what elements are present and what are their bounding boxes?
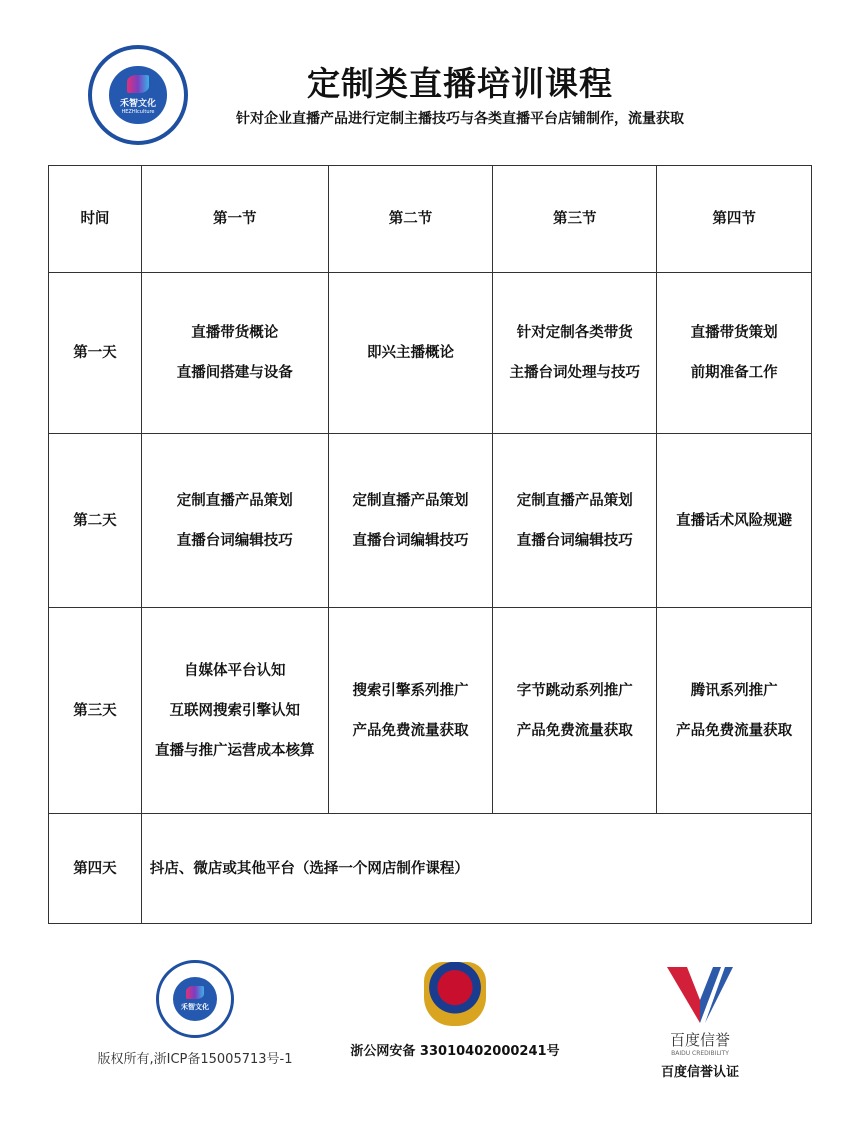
course-line: 定制直播产品策划 <box>176 492 293 509</box>
course-line: 直播带货策划 <box>690 325 778 341</box>
course-line: 腾讯系列推广 <box>690 682 778 699</box>
course-line: 自媒体平台认知 <box>184 662 286 679</box>
course-cell <box>493 434 657 608</box>
page-subtitle: 针对企业直播产品进行定制主播技巧与各类直播平台店铺制作，流量获取 <box>236 111 684 127</box>
logo-text: 禾智文化 <box>119 98 156 109</box>
course-cell <box>657 608 812 814</box>
course-cell <box>141 608 328 814</box>
course-line: 产品免费流量获取 <box>516 722 633 739</box>
course-cell <box>328 608 493 814</box>
course-cell <box>493 608 657 814</box>
course-line: 针对定制各类带货 <box>516 325 633 341</box>
course-line: 搜索引擎系列推广 <box>352 682 469 699</box>
footer-icp <box>95 960 295 1067</box>
footer-baidu <box>640 965 760 1080</box>
police-text[interactable]: 浙公网安备 33010402000241号 <box>350 1044 560 1059</box>
footer-police <box>345 962 565 1059</box>
course-cell <box>328 434 493 608</box>
course-line: 直播带货概论 <box>191 325 279 341</box>
page-title: 定制类直播培训课程 <box>307 64 613 103</box>
course-cell <box>141 434 328 608</box>
table-row <box>49 434 812 608</box>
course-line: 产品免费流量获取 <box>676 722 793 739</box>
table-row <box>49 273 812 434</box>
header-cell: 第二节 <box>328 166 493 273</box>
company-logo-small <box>156 960 234 1038</box>
course-line: 直播与推广运营成本核算 <box>155 742 315 759</box>
baidu-logo-en: BAIDU CREDIBILITY <box>671 1050 729 1057</box>
schedule-table <box>48 165 812 924</box>
course-cell-wide: 抖店、微店或其他平台（选择一个网店制作课程） <box>141 814 811 924</box>
course-line: 直播话术风险规避 <box>676 512 793 529</box>
course-line: 直播台词编辑技巧 <box>176 532 293 549</box>
day-cell: 第三天 <box>49 608 142 814</box>
course-line: 定制直播产品策划 <box>516 492 633 509</box>
table-row <box>49 608 812 814</box>
table-row <box>49 814 812 924</box>
course-cell <box>141 273 328 434</box>
course-cell <box>657 434 812 608</box>
course-cell <box>493 273 657 434</box>
baidu-caption[interactable]: 百度信誉认证 <box>660 1065 739 1080</box>
course-line: 主播台词处理与技巧 <box>509 365 641 381</box>
police-badge-icon <box>424 962 486 1026</box>
course-line: 定制直播产品策划 <box>352 492 469 509</box>
course-line: 前期准备工作 <box>690 365 778 381</box>
course-line: 直播间搭建与设备 <box>176 365 293 381</box>
baidu-logo-text: 百度信誉 <box>669 1031 730 1049</box>
header-cell: 第三节 <box>493 166 657 273</box>
course-line: 即兴主播概论 <box>367 345 455 361</box>
logo-mark-icon <box>186 986 204 999</box>
course-cell <box>328 273 493 434</box>
course-cell <box>657 273 812 434</box>
baidu-v-logo-icon <box>665 965 735 1025</box>
header-cell: 第一节 <box>141 166 328 273</box>
header-cell: 第四节 <box>657 166 812 273</box>
course-line: 字节跳动系列推广 <box>516 682 633 699</box>
table-header-row <box>49 166 812 273</box>
day-cell: 第四天 <box>49 814 142 924</box>
course-line: 互联网搜索引擎认知 <box>169 702 300 719</box>
course-line: 直播台词编辑技巧 <box>516 532 633 549</box>
course-line: 产品免费流量获取 <box>352 722 469 739</box>
header-cell: 时间 <box>49 166 142 273</box>
logo-text: 禾智文化 <box>181 1003 209 1012</box>
icp-text[interactable]: 版权所有,浙ICP备15005713号-1 <box>97 1052 293 1067</box>
day-cell: 第一天 <box>49 273 142 434</box>
logo-en: HEZHIculture <box>121 108 155 115</box>
day-cell: 第二天 <box>49 434 142 608</box>
course-line: 直播台词编辑技巧 <box>352 532 469 549</box>
